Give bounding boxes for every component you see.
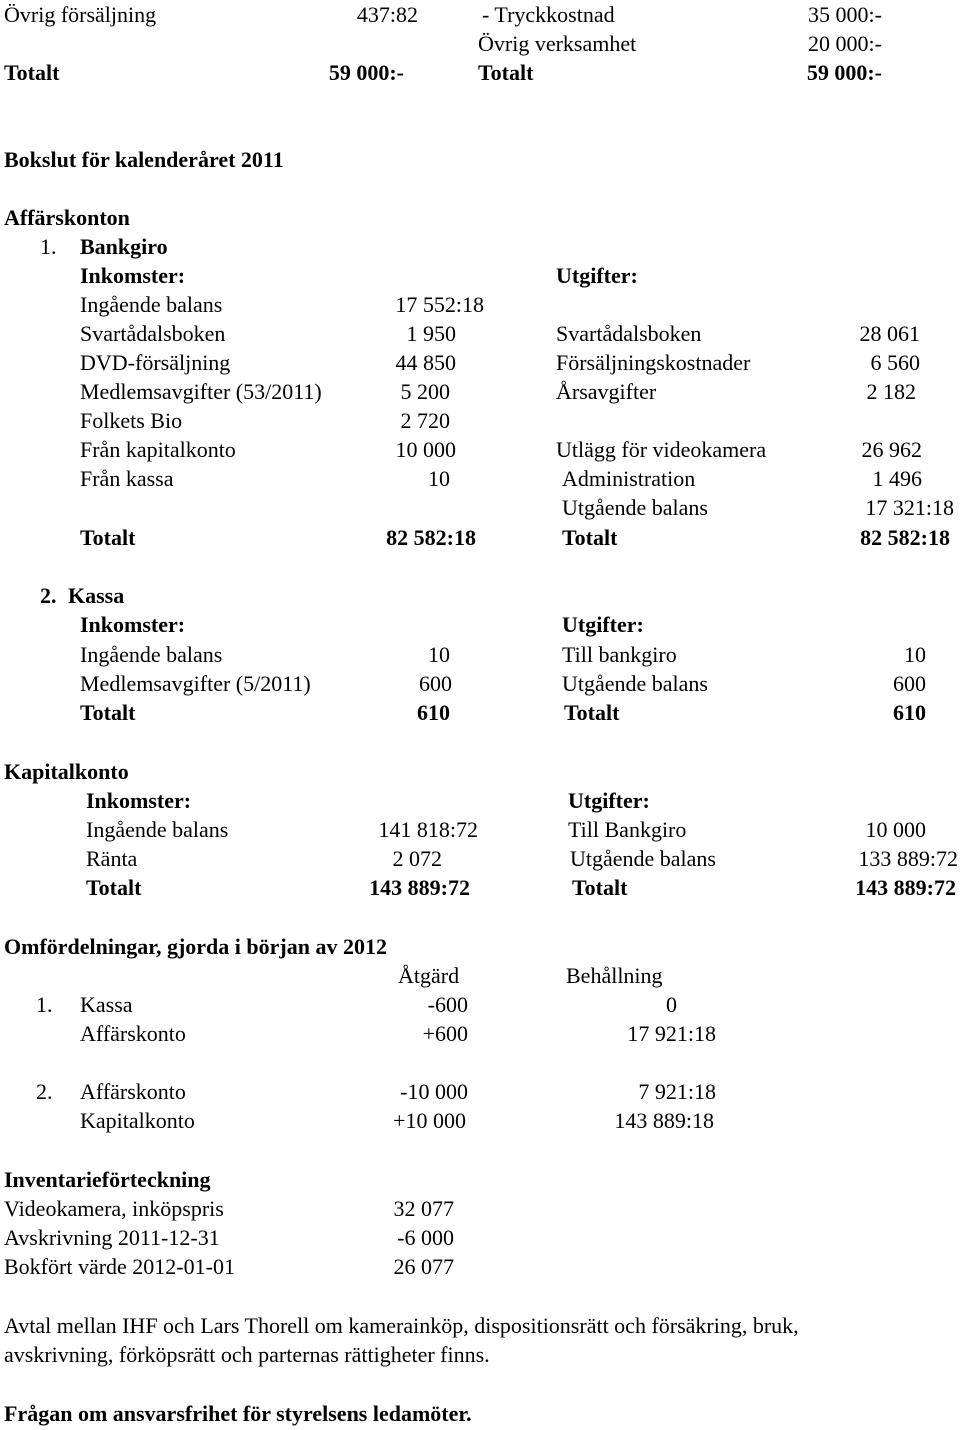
top-label-ovrig-verksamhet: Övrig verksamhet — [478, 31, 637, 56]
bankgiro-expense-value: 1 496 — [872, 466, 922, 491]
top-value-ovrig-forsaljning: 437:82 — [356, 2, 418, 27]
bankgiro-expense-value: 17 321:18 — [865, 495, 954, 520]
inventarie-row-label: Videokamera, inköpspris — [4, 1196, 224, 1221]
bankgiro-income-value: 5 200 — [400, 379, 450, 404]
bankgiro-expense-label: Årsavgifter — [556, 379, 657, 404]
bankgiro-expense-label: Försäljningskostnader — [556, 350, 751, 375]
bankgiro-income-value: 17 552:18 — [395, 292, 484, 317]
inventarie-row-value: 26 077 — [393, 1254, 454, 1279]
kassa-income-heading: Inkomster: — [80, 612, 186, 637]
kassa-total-label-left: Totalt — [80, 700, 136, 725]
top-label-tryckkostnad: - Tryckkostnad — [482, 2, 615, 27]
section-heading-affarskonton: Affärskonton — [4, 205, 130, 230]
omford-row-account: Kapitalkonto — [80, 1108, 195, 1133]
note-line-1: Avtal mellan IHF och Lars Thorell om kamerainköp, dispositionsrätt och försäkring, bruk, — [4, 1313, 799, 1338]
bankgiro-total-label-left: Totalt — [80, 525, 136, 550]
kapital-income-label: Ingående balans — [86, 817, 229, 842]
kassa-expense-heading: Utgifter: — [562, 612, 644, 637]
omford-row-action: +10 000 — [393, 1108, 466, 1133]
top-total-label-left: Totalt — [4, 60, 60, 85]
inventarie-row-value: -6 000 — [397, 1225, 454, 1250]
bankgiro-expense-heading: Utgifter: — [556, 263, 638, 288]
top-total-label-right: Totalt — [478, 60, 534, 85]
kapital-expense-label: Till Bankgiro — [568, 817, 687, 842]
kapital-total-label-left: Totalt — [86, 875, 142, 900]
kassa-number: 2. — [40, 583, 57, 608]
kapital-total-value-right: 143 889:72 — [855, 875, 956, 900]
inventarie-row-label: Avskrivning 2011-12-31 — [4, 1225, 220, 1250]
kapital-income-value: 141 818:72 — [378, 817, 478, 842]
bankgiro-expense-value: 6 560 — [870, 350, 920, 375]
top-total-value-right: 59 000:- — [806, 60, 882, 85]
kassa-income-value: 10 — [428, 642, 450, 667]
bankgiro-total-value-left: 82 582:18 — [386, 525, 476, 550]
kapital-expense-value: 133 889:72 — [858, 846, 958, 871]
kassa-expense-label: Till bankgiro — [562, 642, 677, 667]
kassa-income-value: 600 — [419, 671, 452, 696]
bankgiro-expense-label: Utlägg för videokamera — [556, 437, 767, 462]
ansvarsfrihet-question: Frågan om ansvarsfrihet för styrelsens ledamöter. — [4, 1401, 472, 1426]
kassa-total-value-right: 610 — [893, 700, 926, 725]
omford-row-balance: 143 889:18 — [614, 1108, 714, 1133]
kapital-income-value: 2 072 — [392, 846, 442, 871]
omford-row-number: 1. — [36, 992, 53, 1017]
omford-col-header-balance: Behållning — [566, 963, 663, 988]
bankgiro-expense-label: Svartådalsboken — [556, 321, 702, 346]
note-line-2: avskrivning, förköpsrätt och parternas rättigheter finns. — [4, 1342, 490, 1367]
kapital-expense-heading: Utgifter: — [568, 788, 650, 813]
bankgiro-income-value: 2 720 — [400, 408, 450, 433]
bankgiro-expense-value: 26 962 — [861, 437, 922, 462]
omfordelningar-heading: Omfördelningar, gjorda i början av 2012 — [4, 934, 387, 959]
kassa-total-value-left: 610 — [417, 700, 450, 725]
kapital-income-heading: Inkomster: — [86, 788, 192, 813]
bankgiro-income-label: DVD-försäljning — [80, 350, 231, 375]
kassa-heading: Kassa — [68, 583, 125, 608]
bankgiro-expense-value: 28 061 — [859, 321, 920, 346]
bankgiro-total-label-right: Totalt — [562, 525, 618, 550]
bankgiro-total-value-right: 82 582:18 — [860, 525, 950, 550]
bankgiro-expense-label: Utgående balans — [562, 495, 708, 520]
page-title: Bokslut för kalenderåret 2011 — [4, 147, 284, 172]
inventarie-row-value: 32 077 — [393, 1196, 454, 1221]
omford-row-action: -600 — [427, 992, 468, 1017]
omford-row-balance: 7 921:18 — [638, 1079, 716, 1104]
top-value-ovrig-verksamhet: 20 000:- — [808, 31, 882, 56]
inventarie-row-label: Bokfört värde 2012-01-01 — [4, 1254, 235, 1279]
bankgiro-income-heading: Inkomster: — [80, 263, 186, 288]
bankgiro-number: 1. — [40, 234, 57, 259]
omford-row-balance: 0 — [666, 992, 677, 1017]
kapital-expense-label: Utgående balans — [570, 846, 716, 871]
bankgiro-income-value: 10 — [428, 466, 450, 491]
kapital-income-label: Ränta — [86, 846, 138, 871]
top-total-value-left: 59 000:- — [328, 60, 404, 85]
kassa-expense-label: Utgående balans — [562, 671, 708, 696]
kassa-expense-value: 600 — [893, 671, 926, 696]
kapital-total-label-right: Totalt — [572, 875, 628, 900]
bankgiro-expense-value: 2 182 — [866, 379, 916, 404]
bankgiro-income-label: Medlemsavgifter (53/2011) — [80, 379, 322, 404]
kassa-income-label: Ingående balans — [80, 642, 223, 667]
bankgiro-income-label: Från kassa — [80, 466, 174, 491]
kassa-total-label-right: Totalt — [564, 700, 620, 725]
bankgiro-income-label: Folkets Bio — [80, 408, 183, 433]
kassa-income-label: Medlemsavgifter (5/2011) — [80, 671, 311, 696]
omford-row-account: Kassa — [80, 992, 133, 1017]
omford-col-header-action: Åtgärd — [398, 963, 460, 988]
omford-row-action: -10 000 — [400, 1079, 468, 1104]
bankgiro-heading: Bankgiro — [80, 234, 168, 259]
bankgiro-expense-label: Administration — [562, 466, 696, 491]
omford-row-account: Affärskonto — [80, 1079, 186, 1104]
bankgiro-income-label: Svartådalsboken — [80, 321, 226, 346]
omford-row-number: 2. — [36, 1079, 53, 1104]
top-value-tryckkostnad: 35 000:- — [808, 2, 882, 27]
kapital-total-value-left: 143 889:72 — [369, 875, 470, 900]
bankgiro-income-label: Ingående balans — [80, 292, 223, 317]
omford-row-action: +600 — [422, 1021, 468, 1046]
bankgiro-income-label: Från kapitalkonto — [80, 437, 236, 462]
bankgiro-income-value: 1 950 — [406, 321, 456, 346]
omford-row-account: Affärskonto — [80, 1021, 186, 1046]
kapitalkonto-heading: Kapitalkonto — [4, 759, 129, 784]
top-label-ovrig-forsaljning: Övrig försäljning — [4, 2, 157, 27]
bankgiro-income-value: 10 000 — [395, 437, 456, 462]
omford-row-balance: 17 921:18 — [627, 1021, 716, 1046]
kassa-expense-value: 10 — [904, 642, 926, 667]
kapital-expense-value: 10 000 — [865, 817, 926, 842]
bankgiro-income-value: 44 850 — [395, 350, 456, 375]
inventarie-heading: Inventarieförteckning — [4, 1167, 211, 1192]
